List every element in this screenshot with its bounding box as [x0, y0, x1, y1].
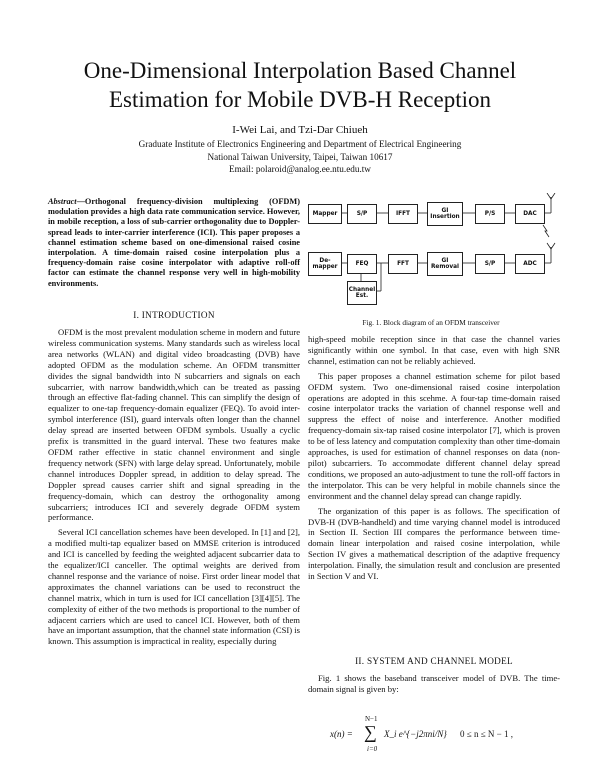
block-ifft: IFFT — [388, 204, 418, 224]
abstract-lead: Abstract — [48, 197, 77, 206]
block-ps: P/S — [475, 204, 505, 224]
block-adc: ADC — [515, 254, 545, 274]
affiliation-line-1: Graduate Institute of Electronics Engineering and Department of Electrical Engineering — [138, 139, 462, 149]
email: Email: polaroid@analog.ee.ntu.edu.tw — [229, 164, 371, 174]
title-line-2: Estimation for Mobile DVB-H Reception — [109, 87, 491, 112]
block-gi-removal: GI Removal — [427, 252, 463, 276]
abstract-text: —Orthogonal frequency-division multiplexing (OFDM) modulation provides a high data rate communication service. However, in mobile reception, a loss of sub-carrier orthogonality due to Doppler-spread leads to inter-carrier interference (ICI). This paper proposes a channel estimation scheme based on one-dimensional raised cosine interpolation. A time-domain raised cosine interpolation plus a frequency-domain raise cosine interpolator with adaptive roll-off factor can estimate the channel response very well in high-mobility environments. — [48, 197, 300, 288]
eq-term: X_i e^{−j2πni/N} — [384, 729, 447, 739]
affiliation-line-2: National Taiwan University, Taipei, Taiwan 10617 — [207, 151, 393, 162]
block-diagram — [305, 193, 557, 313]
eq-condition: 0 ≤ n ≤ N − 1 , — [460, 729, 513, 739]
eq-sum-top: N−1 — [365, 715, 378, 723]
block-feq: FEQ — [347, 254, 377, 274]
block-fft: FFT — [388, 254, 418, 274]
left-column — [48, 327, 300, 651]
intro-paragraph-1: OFDM is the most prevalent modulation scheme in modern and future wireless communication systems. Many standards such as wireless local area networks (WLAN) and digital video broadcasting (DVB) have adopted OFDM as the modulation scheme. An OFDM transmitter divides the signal bandwidth into N subcarriers and signals on each subcarrier, with narrow bandwidth,which can be treated as passing through an effective flat-fading channel. This can simplify the design of equalizer to one-tap frequency-domain equalizer (FEQ). To avoid inter-symbol interference (ISI), guard intervals often longer than the channel delay spread are inserted between OFDM symbols. Usually a cyclic prefix is transmitted in the guard interval. These two features make OFDM rather effective in static channel environment and single frequency network (SFN) with large delay spread. Unfortunately, mobile channel introduces Doppler spread, in addition to delay spread. The Doppler spread causes carrier shift and signal spreading in the frequency-domain, which can destroy the orthogonality among subcarriers; introduces ICI and severely degrade OFDM system performance. — [48, 327, 301, 523]
figure-caption: Fig. 1. Block diagram of an OFDM transceiver — [362, 318, 500, 327]
block-sp-rx: S/P — [475, 254, 505, 274]
affiliation — [0, 138, 600, 176]
block-dac: DAC — [515, 204, 545, 224]
block-mapper: Mapper — [308, 204, 342, 224]
eq-sum-bottom: i=0 — [367, 745, 378, 753]
system-paragraph — [308, 673, 560, 699]
block-demapper: De-mapper — [308, 252, 342, 276]
title-line-1: One-Dimensional Interpolation Based Channel — [83, 58, 517, 83]
paper-title — [0, 56, 600, 114]
right-paragraph-2: The organization of this paper is as follows. The specification of DVB-H (DVB-handheld) and time varying channel model is introduced in Section II. Section III compares the performance between time-domain linear interpolation and raised cosine interpolation, while Section IV gives a mathematical description of the adaptive frequency interpolation. Finally, the simulation result and conclusion are presented in Section V and VI. — [308, 505, 560, 582]
authors: I-Wei Lai, and Tzi-Dar Chiueh — [232, 124, 368, 136]
right-column — [308, 334, 560, 586]
eq-sigma: ∑ — [364, 722, 377, 742]
block-sp-tx: S/P — [347, 204, 377, 224]
block-gi-insertion: GI Insertion — [427, 202, 463, 226]
abstract — [48, 197, 300, 289]
equation — [310, 715, 560, 755]
intro-paragraph-2: Several ICI cancellation schemes have been developed. In [1] and [2], a modified multi-tap equalizer based on MMSE criterion is introduced and ICI is cancelled by feeding the weighted adjacent subcarrier data to the equalizer/ICI canceller. The optimal weights are derived from channel response and the variance of noise. First order linear model that approximates the channel variations can be used to reconstruct the channel matrix, which in turn is used for ICI cancellation [3][4][5]. The complexity of either of the two methods is proportional to the number of adjacent carriers which are used to cancel ICI. However, both of them have an important assumption, that the channel state information (CSI) is known. This assumption is impractical in reality, especially during — [48, 527, 300, 647]
eq-lhs: x(n) = — [330, 729, 353, 739]
right-paragraph-1: This paper proposes a channel estimation scheme for pilot based OFDM system. Two one-dimensional raised cosine interpolation operations are adopted in this scehme. A four-tap time-domain raised cosine interpolator tracks the variation of channel response well and suppress the effect of noise and interference. Another modified frequency-domain six-tap raised cosine interpolator [7], which is proven to be of less latency and computation complexity than other time-domain approaches, is used for estimation of channel responses on data (non-pilot) subcarriers. To accommodate different channel delay spread conditions, we proposed an auto-adjustment to tune the roll-off factors in the interpolator. This can be very helpful in mobile channels since the environment and the channel delay spread can change rapidly. — [308, 370, 560, 501]
right-paragraph-0: high-speed mobile reception since in that case the channel varies significantly within one symbol. In that case, even with high SNR channel, estimation can not be reliably achieved. — [308, 334, 560, 366]
block-channel-est: Channel Est. — [347, 281, 377, 305]
system-paragraph-1: Fig. 1 shows the baseband transceiver model of DVB. The time-domain signal is given by: — [308, 673, 560, 694]
section-heading-system: II. SYSTEM AND CHANNEL MODEL — [355, 656, 513, 666]
section-heading-intro: I. INTRODUCTION — [133, 310, 215, 320]
